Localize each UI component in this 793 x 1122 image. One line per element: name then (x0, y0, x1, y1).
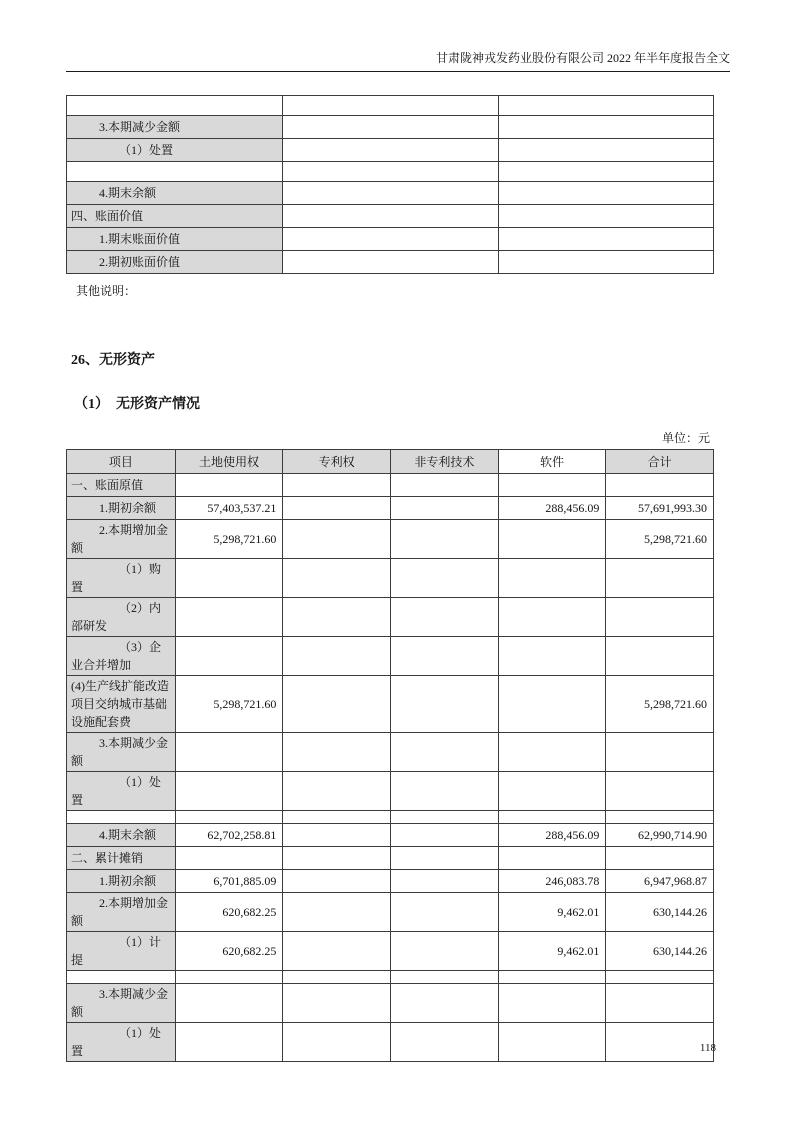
data-cell (283, 182, 498, 205)
data-cell (283, 932, 391, 971)
data-cell (498, 811, 606, 824)
data-cell: 6,701,885.09 (175, 870, 283, 893)
column-header: 软件 (498, 450, 606, 474)
data-cell (391, 811, 499, 824)
row-label-cell (67, 96, 283, 116)
data-cell (283, 96, 498, 116)
table-row (67, 847, 714, 870)
data-cell: 620,682.25 (175, 893, 283, 932)
column-header: 非专利技术 (391, 450, 499, 474)
table-row (67, 251, 714, 274)
row-label-cell: （1）购置 (67, 559, 176, 598)
data-cell (283, 116, 498, 139)
data-cell (391, 733, 499, 772)
data-cell (391, 932, 499, 971)
data-cell (283, 497, 391, 520)
data-cell (606, 984, 714, 1023)
data-cell: 630,144.26 (606, 893, 714, 932)
data-cell (606, 1023, 714, 1062)
table-row (67, 733, 714, 772)
data-cell (498, 971, 606, 984)
row-label-cell: 四、账面价值 (67, 205, 283, 228)
table-row (67, 559, 714, 598)
row-label-cell: （1）处置 (67, 139, 283, 162)
row-label-cell: 2.期初账面价值 (67, 251, 283, 274)
data-cell: 620,682.25 (175, 932, 283, 971)
subsection-title: （1） 无形资产情况 (74, 397, 200, 412)
data-cell: 630,144.26 (606, 932, 714, 971)
data-cell (498, 772, 606, 811)
data-cell: 5,298,721.60 (175, 520, 283, 559)
row-label-cell: （1）计提 (67, 932, 176, 971)
data-cell (283, 205, 498, 228)
table-row (67, 520, 714, 559)
row-label-cell: 2.本期增加金额 (67, 893, 176, 932)
spacer-row (67, 96, 714, 116)
data-cell: 5,298,721.60 (606, 676, 714, 733)
data-cell: 288,456.09 (498, 497, 606, 520)
table-row (67, 893, 714, 932)
data-cell (498, 474, 606, 497)
data-cell (498, 984, 606, 1023)
table-row (67, 824, 714, 847)
data-cell (283, 520, 391, 559)
data-cell (606, 811, 714, 824)
data-cell (283, 637, 391, 676)
intangible-assets-table-body (67, 474, 714, 1062)
data-cell (283, 162, 498, 182)
row-label-cell (67, 971, 176, 984)
data-cell (175, 847, 283, 870)
column-header: 合计 (606, 450, 714, 474)
data-cell (175, 971, 283, 984)
data-cell (391, 520, 499, 559)
data-cell (175, 811, 283, 824)
intangible-assets-header-row (67, 450, 714, 474)
data-cell (606, 474, 714, 497)
section-title: 26、无形资产 (71, 353, 155, 368)
data-cell (498, 116, 713, 139)
row-label-cell: 1.期初余额 (67, 497, 176, 520)
page-content (66, 95, 714, 1062)
data-cell (391, 1023, 499, 1062)
data-cell: 57,691,993.30 (606, 497, 714, 520)
table-row (67, 182, 714, 205)
row-label-cell: 3.本期减少金额 (67, 116, 283, 139)
data-cell (498, 251, 713, 274)
data-cell: 62,990,714.90 (606, 824, 714, 847)
data-cell (606, 559, 714, 598)
other-notes-label: 其他说明： (76, 284, 137, 298)
table-row (67, 598, 714, 637)
data-cell: 62,702,258.81 (175, 824, 283, 847)
table-row (67, 637, 714, 676)
data-cell (498, 559, 606, 598)
row-label-cell: 1.期末账面价值 (67, 228, 283, 251)
data-cell: 5,298,721.60 (175, 676, 283, 733)
data-cell (283, 251, 498, 274)
data-cell (391, 676, 499, 733)
row-label-cell (67, 811, 176, 824)
data-cell: 9,462.01 (498, 893, 606, 932)
table-row (67, 870, 714, 893)
data-cell (391, 497, 499, 520)
data-cell (283, 559, 391, 598)
data-cell (283, 870, 391, 893)
data-cell (498, 96, 713, 116)
data-cell (283, 598, 391, 637)
row-label-cell: 3.本期减少金额 (67, 733, 176, 772)
data-cell (175, 733, 283, 772)
data-cell (283, 733, 391, 772)
data-cell (606, 733, 714, 772)
data-cell (606, 847, 714, 870)
row-label-cell: （1）处置 (67, 1023, 176, 1062)
data-cell (391, 971, 499, 984)
data-cell (175, 637, 283, 676)
row-label-cell: 1.期初余额 (67, 870, 176, 893)
data-cell (175, 559, 283, 598)
data-cell: 57,403,537.21 (175, 497, 283, 520)
data-cell (283, 139, 498, 162)
data-cell (391, 870, 499, 893)
data-cell (498, 733, 606, 772)
data-cell (391, 637, 499, 676)
data-cell (175, 1023, 283, 1062)
document-header-title: 甘肃陇神戎发药业股份有限公司 2022 年半年度报告全文 (66, 50, 730, 72)
table-row (67, 984, 714, 1023)
data-cell (283, 984, 391, 1023)
data-cell (498, 676, 606, 733)
data-cell (606, 772, 714, 811)
data-cell (391, 474, 499, 497)
data-cell (391, 824, 499, 847)
data-cell (606, 637, 714, 676)
intangible-assets-table (66, 449, 714, 1062)
row-label-cell: 2.本期增加金额 (67, 520, 176, 559)
row-label-cell: （2）内部研发 (67, 598, 176, 637)
row-label-cell (67, 162, 283, 182)
data-cell (175, 598, 283, 637)
data-cell (498, 162, 713, 182)
unit-label: 单位：元 (661, 431, 710, 445)
data-cell (391, 984, 499, 1023)
data-cell (498, 637, 606, 676)
table-row (67, 205, 714, 228)
table-row (67, 1023, 714, 1062)
table-row (67, 497, 714, 520)
table-row (67, 228, 714, 251)
data-cell (283, 474, 391, 497)
row-label-cell: (4)生产线扩能改造项目交纳城市基础设施配套费 (67, 676, 176, 733)
column-header: 专利权 (283, 450, 391, 474)
data-cell (498, 139, 713, 162)
data-cell (283, 676, 391, 733)
spacer-row (67, 811, 714, 824)
row-label-cell: 3.本期减少金额 (67, 984, 176, 1023)
data-cell (498, 1023, 606, 1062)
table-row (67, 676, 714, 733)
data-cell (498, 182, 713, 205)
column-header: 土地使用权 (175, 450, 283, 474)
row-label-cell: （1）处置 (67, 772, 176, 811)
spacer-row (67, 162, 714, 182)
data-cell (175, 772, 283, 811)
row-label-cell: 4.期末余额 (67, 182, 283, 205)
data-cell (391, 559, 499, 598)
data-cell (391, 893, 499, 932)
data-cell (283, 824, 391, 847)
prior-section-table (66, 95, 714, 274)
data-cell (283, 893, 391, 932)
data-cell (283, 228, 498, 251)
table-row (67, 139, 714, 162)
data-cell (175, 984, 283, 1023)
spacer-row (67, 971, 714, 984)
table-row (67, 772, 714, 811)
data-cell (283, 772, 391, 811)
table-row (67, 116, 714, 139)
data-cell (283, 847, 391, 870)
data-cell: 288,456.09 (498, 824, 606, 847)
data-cell: 246,083.78 (498, 870, 606, 893)
column-header: 项目 (67, 450, 176, 474)
data-cell: 5,298,721.60 (606, 520, 714, 559)
data-cell: 9,462.01 (498, 932, 606, 971)
data-cell (283, 971, 391, 984)
row-label-cell: （3）企业合并增加 (67, 637, 176, 676)
data-cell (498, 205, 713, 228)
prior-section-table-body (67, 96, 714, 274)
data-cell (606, 598, 714, 637)
row-label-cell: 一、账面原值 (67, 474, 176, 497)
data-cell (606, 971, 714, 984)
data-cell (498, 228, 713, 251)
data-cell: 6,947,968.87 (606, 870, 714, 893)
data-cell (175, 474, 283, 497)
table-row (67, 932, 714, 971)
data-cell (283, 811, 391, 824)
data-cell (498, 847, 606, 870)
data-cell (283, 1023, 391, 1062)
data-cell (391, 772, 499, 811)
data-cell (391, 598, 499, 637)
data-cell (498, 598, 606, 637)
table-row (67, 474, 714, 497)
data-cell (498, 520, 606, 559)
row-label-cell: 4.期末余额 (67, 824, 176, 847)
row-label-cell: 二、累计摊销 (67, 847, 176, 870)
data-cell (391, 847, 499, 870)
page-number: 118 (699, 1042, 716, 1054)
